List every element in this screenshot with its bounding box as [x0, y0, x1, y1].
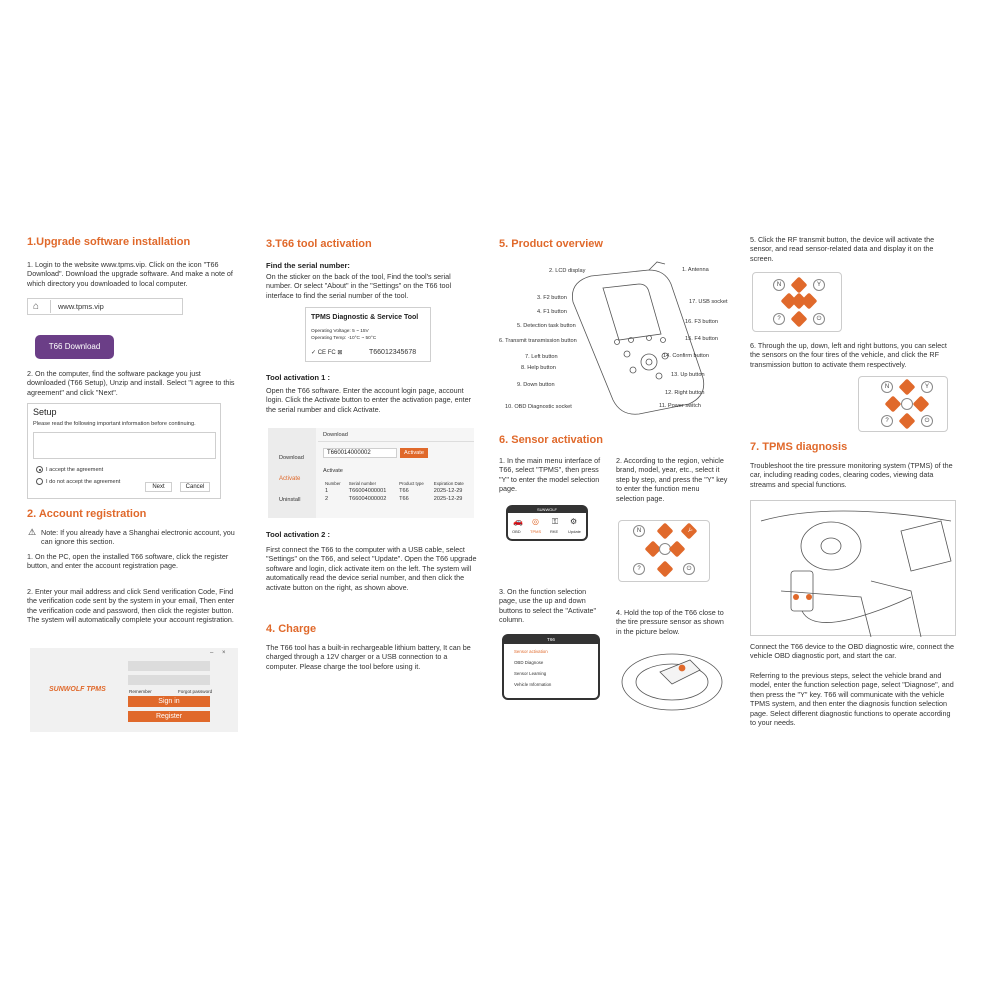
s6-step6-text: 6. Through the up, down, left and right buttons, you can select the sensors on the four tires of the vehicle, and click the RF transmission button to activate them respectively.: [750, 341, 947, 369]
disagree-label: I do not accept the agreement: [46, 479, 121, 485]
keypad-illustration-1: [618, 520, 710, 582]
s6-step4-text: 4. Hold the top of the T66 close to the tire pressure sensor as shown in the picture below.: [616, 608, 724, 636]
rf-key[interactable]: [901, 398, 913, 410]
password-field[interactable]: [128, 675, 210, 685]
help-key[interactable]: ?: [881, 415, 893, 427]
cell-number: 1: [325, 488, 329, 494]
url-text: www.tpms.vip: [58, 302, 104, 311]
label-down: 9. Down button: [517, 382, 555, 388]
up-key[interactable]: [899, 379, 916, 396]
device-label-sticker: [305, 307, 431, 362]
label-help: 8. Help button: [521, 365, 556, 371]
left-key[interactable]: [885, 396, 902, 413]
col-number: Number: [325, 481, 341, 486]
label-transmit: 6. Transmit transmission button: [499, 338, 577, 344]
label-serial-number: T66012345678: [369, 349, 417, 356]
label-title: TPMS Diagnostic & Service Tool: [311, 314, 419, 321]
label-usb: 17. USB socket: [689, 299, 728, 305]
menu-tpms[interactable]: TPMS: [530, 529, 542, 534]
next-button[interactable]: Next: [145, 482, 172, 492]
col-product: Product type: [399, 481, 424, 486]
help-key[interactable]: ?: [773, 313, 785, 325]
label-left: 7. Left button: [525, 354, 558, 360]
find-serial-text: On the sticker on the back of the tool, Find the tool's serial number. Or select "About" in the "Settings" on the T66 tool interface to find the serial number of the tool.: [266, 272, 452, 300]
download-header: Download: [323, 432, 348, 438]
setup-dialog: [27, 403, 221, 499]
s6-step2-text: 2. According to the region, vehicle brand, model, year, etc., select it step by step, and press the "Y" key to enter the function menu selection page.: [616, 456, 728, 503]
label-f3: 16. F3 button: [685, 319, 718, 325]
s2-step2-text: 2. Enter your mail address and click Send verification Code, Find the verification code sent by the system in your email, Then enter the verification code and password, then click the register button. The system will automatically complete your account registration.: [27, 587, 235, 625]
menu-uninstall[interactable]: Uninstall: [279, 497, 301, 503]
function-screen-title: T66: [504, 636, 598, 644]
register-button[interactable]: Register: [128, 711, 210, 722]
t66-download-button[interactable]: T66 Download: [35, 335, 114, 359]
label-f1: 4. F1 button: [537, 309, 567, 315]
n-key[interactable]: N: [881, 381, 893, 393]
activation2-title: Tool activation 2 :: [266, 530, 330, 539]
close-icon[interactable]: ×: [222, 650, 226, 656]
section7-title: 7. TPMS diagnosis: [750, 441, 848, 453]
col-serial: Serial number: [348, 481, 377, 486]
menu-activate[interactable]: Activate: [279, 476, 301, 482]
warning-icon: ⚠: [28, 527, 37, 537]
screen-title: SUNWOLF: [508, 507, 586, 513]
label-up: 13. Up button: [671, 372, 705, 378]
label-confirm: 14. Confirm button: [663, 353, 710, 359]
func-sensor-learning[interactable]: Sensor Learning: [514, 671, 547, 676]
y-key[interactable]: Y: [681, 523, 698, 540]
tire-drawing: [620, 650, 726, 712]
activation1-title: Tool activation 1 :: [266, 373, 330, 382]
s6-step5-text: 5. Click the RF transmit button, the device will activate the sensor, and read sensor-related data and display it on the screen.: [750, 235, 935, 263]
activate-button[interactable]: Activate: [400, 448, 428, 458]
section3-title: 3.T66 tool activation: [266, 238, 372, 250]
cell-expiry: 2025-12-29: [433, 488, 463, 494]
func-vehicle-info[interactable]: Vehicle Information: [514, 682, 552, 687]
label-antenna: 1. Antenna: [682, 267, 709, 273]
up-key[interactable]: [791, 277, 808, 294]
power-key[interactable]: ⏻: [921, 415, 933, 427]
s2-step1-text: 1. On the PC, open the installed T66 software, click the register button, and enter the account registration page.: [27, 552, 229, 571]
disagree-radio[interactable]: [36, 478, 43, 485]
menu-rke[interactable]: RKE: [550, 529, 559, 534]
setup-title: Setup: [33, 407, 57, 417]
label-voltage: Operating Voltage: 5 ~ 15V: [311, 329, 369, 334]
label-temp: Operating Temp: -10°C ~ 50°C: [311, 336, 377, 341]
cell-expiry: 2025-12-29: [433, 496, 463, 502]
sunwolf-logo: SUNWOLF TPMS: [49, 686, 106, 693]
sign-in-button[interactable]: Sign in: [128, 696, 210, 707]
activation-table: [323, 480, 473, 503]
right-key[interactable]: [913, 396, 930, 413]
browser-address-bar[interactable]: [27, 298, 183, 315]
right-key[interactable]: [801, 293, 818, 310]
label-f4: 15. F4 button: [685, 336, 718, 342]
s7-intro-text: Troubleshoot the tire pressure monitoring system (TPMS) of the car, including reading codes, clearing codes, viewing data streams and special functions.: [750, 461, 953, 489]
n-key[interactable]: N: [633, 525, 645, 537]
login-window: [30, 648, 238, 732]
s1-step1-text: 1. Login to the website www.tpms.vip. Click on the icon "T66 Download". Download the upgrade software. And make a note of which directory you downloaded to local computer.: [27, 260, 233, 288]
label-cert-marks: ✓ CE FC ⊠: [311, 350, 343, 356]
section5-title: 5. Product overview: [499, 238, 603, 250]
section1-title: 1.Upgrade software installation: [27, 236, 191, 248]
s1-step2-text: 2. On the computer, find the software package you just downloaded (T66 Setup), Unzip and install. Select "I agree to this agreement" and click "Next".: [27, 369, 235, 397]
remember-checkbox[interactable]: Remember: [129, 689, 152, 694]
minimize-icon[interactable]: –: [210, 650, 214, 656]
tire-icon: ◎: [532, 517, 539, 526]
right-key[interactable]: [669, 541, 686, 558]
y-key[interactable]: Y: [921, 381, 933, 393]
cell-number: 2: [325, 496, 329, 502]
label-obd: 10. OBD Diagnostic socket: [505, 404, 572, 410]
down-key[interactable]: [657, 561, 674, 578]
setup-notice: Please read the following important information before continuing.: [33, 421, 196, 427]
up-key[interactable]: [657, 523, 674, 540]
down-key[interactable]: [899, 413, 916, 430]
activation1-text: Open the T66 software. Enter the account login page, account login. Click the Activate button to enter the activation page, enter the serial number and click Activate.: [266, 386, 471, 414]
car-interior-illustration: [750, 500, 956, 636]
gear-icon: ⚙: [570, 517, 578, 526]
key-icon: ⚿: [552, 517, 559, 526]
power-key[interactable]: ⏻: [813, 313, 825, 325]
function-menu-screen: [502, 634, 600, 700]
agree-radio[interactable]: [36, 466, 43, 473]
help-key[interactable]: ?: [633, 563, 645, 575]
s6-step1-text: 1. In the main menu interface of T66, select "TPMS", then press "Y" to enter the model selection page.: [499, 456, 601, 494]
cancel-button[interactable]: Cancel: [180, 482, 210, 492]
s7-connect-text: Connect the T66 device to the OBD diagnostic wire, connect the vehicle OBD diagnostic port, and start the car.: [750, 642, 955, 661]
power-key[interactable]: ⏻: [683, 563, 695, 575]
menu-update[interactable]: Update: [568, 529, 581, 534]
cell-serial: T66004000002: [348, 496, 387, 502]
cell-serial: T66004000001: [348, 488, 387, 494]
charge-text: The T66 tool has a built-in rechargeable lithium battery, It can be charged through a 12V charger or a USB connection to a computer. Please charge the tool before using it.: [266, 643, 471, 671]
label-detection: 5. Detection task button: [517, 323, 576, 329]
label-power: 11. Power switch: [659, 403, 701, 409]
label-right: 12. Right button: [665, 390, 705, 396]
keypad-illustration-3: [858, 376, 948, 432]
license-text-area[interactable]: [33, 432, 216, 459]
activation-window: [268, 428, 474, 518]
home-icon[interactable]: ⌂: [33, 301, 40, 312]
menu-download[interactable]: Download: [279, 455, 304, 461]
activation2-text: First connect the T66 to the computer with a USB cable, select "Settings" on the T66, and select "Update". Open the T66 upgrade software and login, click activate item on the left. The system will automatically read the device serial number, and then click the activate button on the right, as shown above.: [266, 545, 477, 592]
product-overview-diagram: [499, 258, 739, 418]
label-f2: 3. F2 button: [537, 295, 567, 301]
serial-input[interactable]: T660014000002: [323, 448, 397, 458]
table-row[interactable]: [323, 487, 473, 495]
find-serial-title: Find the serial number:: [266, 261, 350, 270]
section6-title: 6. Sensor activation: [499, 434, 603, 446]
cell-product: T66: [399, 496, 409, 502]
menu-obd[interactable]: OBD: [512, 529, 521, 534]
activate-section-label: Activate: [323, 468, 343, 474]
section4-title: 4. Charge: [266, 623, 317, 635]
main-menu-screen: [506, 505, 588, 541]
label-lcd: 2. LCD display: [549, 268, 586, 274]
car-interior-drawing: [751, 501, 957, 637]
cell-product: T66: [399, 488, 409, 494]
section2-title: 2. Account registration: [27, 508, 147, 520]
func-sensor-activation[interactable]: Sensor activation: [514, 649, 548, 654]
table-header-row: [323, 480, 473, 487]
s7-diagnose-text: Referring to the previous steps, select the vehicle brand and model, enter the function selection page, select "Diagnose", and then press the "Y" key. T66 will communicate with the vehicle TPMS system, and then enter the diagnosis function selection page. Select different diagnostic functions to operate according to your needs.: [750, 671, 954, 728]
down-key[interactable]: [791, 311, 808, 328]
func-obd-diagnose[interactable]: OBD Diagnose: [514, 660, 544, 665]
tire-sensor-illustration: [620, 650, 726, 712]
s2-note: Note: If you already have a Shanghai electronic account, you can ignore this section.: [41, 528, 235, 547]
s6-step3-text: 3. On the function selection page, use the up and down buttons to select the "Activate" column.: [499, 587, 596, 625]
table-row[interactable]: [323, 495, 473, 503]
keypad-illustration-2: [752, 272, 842, 332]
forgot-password-link[interactable]: Forgot password: [178, 689, 213, 694]
car-icon: 🚗: [513, 517, 523, 526]
y-key[interactable]: Y: [813, 279, 825, 291]
col-expiry: Expiration Date: [433, 481, 464, 486]
email-field[interactable]: [128, 661, 210, 671]
agree-label: I accept the agreement: [46, 467, 104, 473]
n-key[interactable]: N: [773, 279, 785, 291]
